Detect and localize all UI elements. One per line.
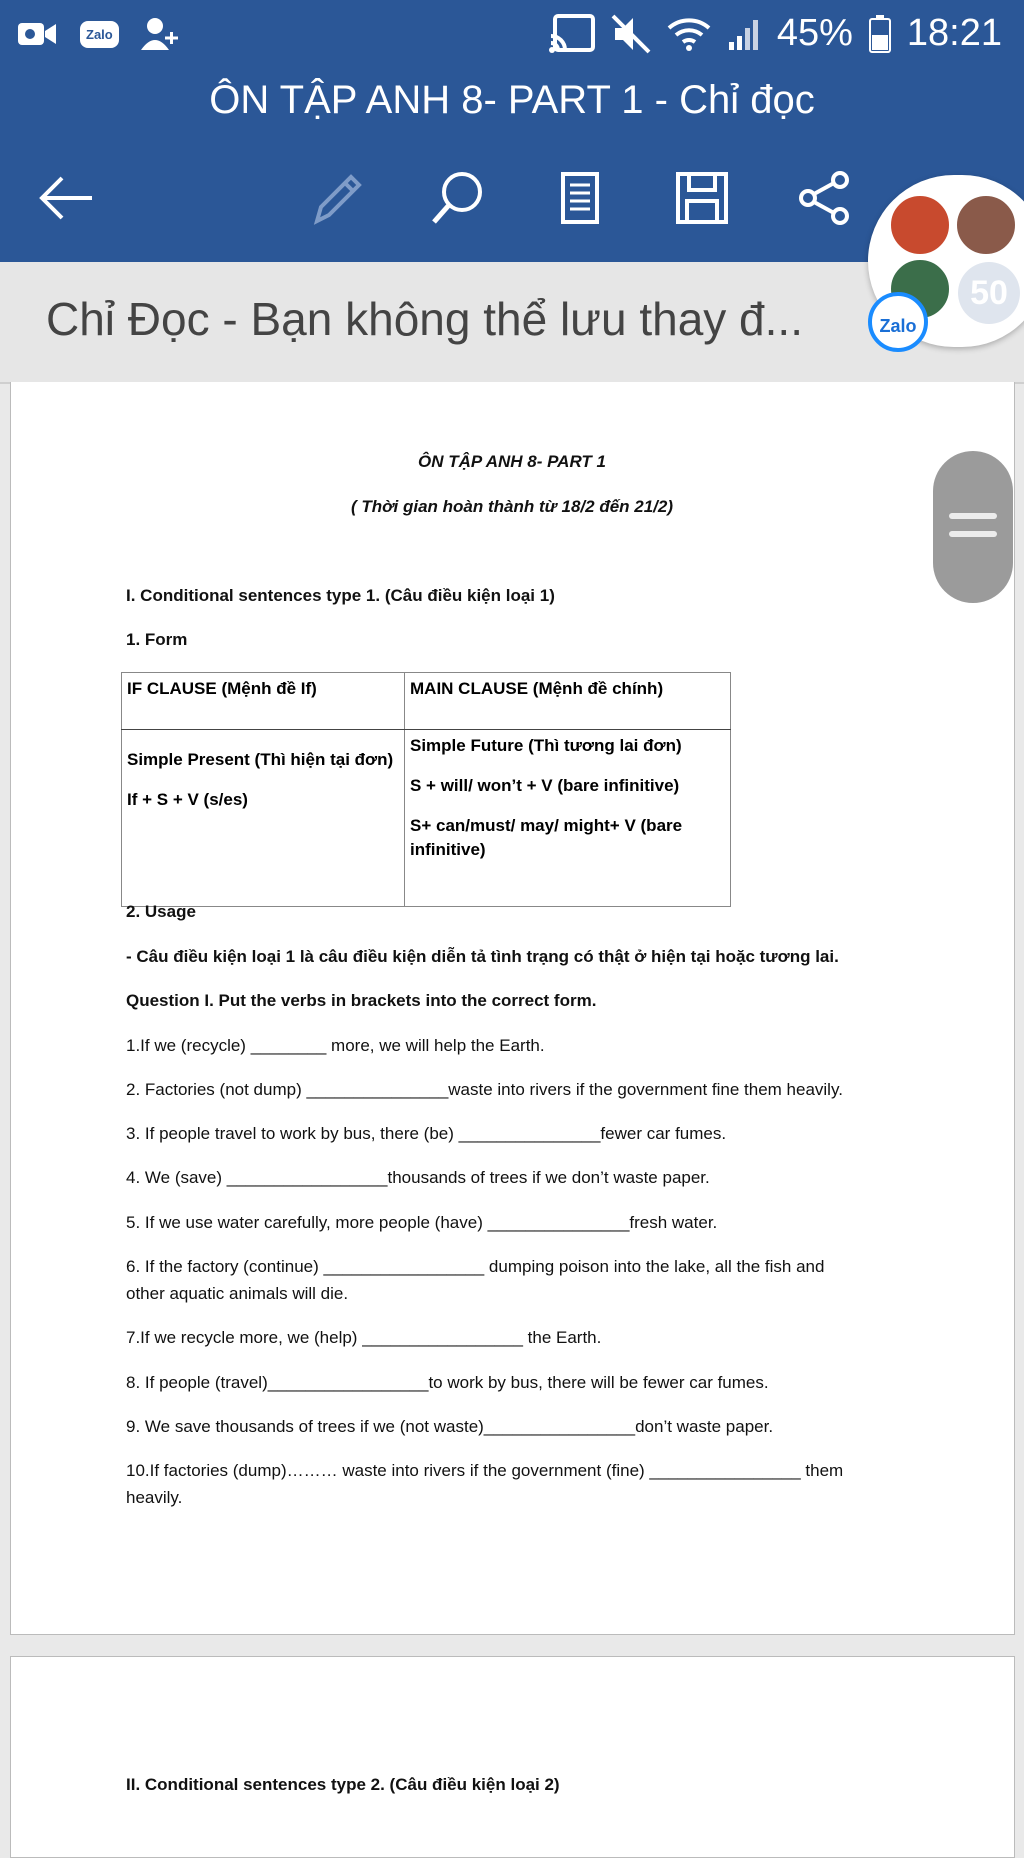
question-item: 2. Factories (not dump) _______________waste into rivers if the government fine them heavily. [126, 1080, 843, 1099]
question-item: 10.If factories (dump)……… waste into rivers if the government (fine) ________________ them [126, 1461, 844, 1480]
table-text: Simple Future (Thì tương lai đơn) [410, 736, 682, 755]
question-item: 6. If the factory (continue) _________________ dumping poison into the lake, all the fish and [126, 1257, 825, 1276]
save-button[interactable] [672, 168, 732, 228]
mute-icon [611, 14, 651, 54]
table-text: If + S + V (s/es) [127, 790, 248, 809]
question-item: 8. If people (travel)_________________to work by bus, there will be fewer car fumes. [126, 1373, 769, 1392]
share-icon [796, 170, 852, 226]
read-only-message: Chỉ Đọc - Bạn không thể lưu thay đ... [46, 293, 803, 345]
question-item: heavily. [126, 1488, 183, 1507]
doc-title: ÔN TẬP ANH 8- PART 1 [418, 452, 606, 471]
table-cell [405, 730, 731, 907]
edit-button[interactable] [306, 168, 366, 228]
unread-count-badge: 50 [958, 262, 1020, 324]
question-item: other aquatic animals will die. [126, 1284, 349, 1303]
question-item: 9. We save thousands of trees if we (not waste)________________don’t waste paper. [126, 1417, 774, 1436]
reading-view-button[interactable] [550, 168, 610, 228]
search-icon [430, 170, 486, 226]
document-title: ÔN TẬP ANH 8- PART 1 - Chỉ đọc [0, 72, 1024, 132]
status-bar [0, 0, 1024, 72]
table-cell [405, 673, 731, 730]
table-text: S+ can/must/ may/ might+ V (bare [410, 816, 683, 835]
question-item: 5. If we use water carefully, more people (have) _______________fresh water. [126, 1213, 718, 1232]
table-text: S + will/ won’t + V (bare infinitive) [410, 776, 680, 795]
signal-icon [727, 16, 761, 52]
back-arrow-icon [38, 176, 94, 220]
search-button[interactable] [428, 168, 488, 228]
table-text: infinitive) [410, 840, 486, 859]
document-view-icon [560, 171, 600, 225]
question-heading: Question I. Put the verbs in brackets into the correct form. [126, 991, 597, 1010]
section-heading: II. Conditional sentences type 2. (Câu điều kiện loại 2) [126, 1775, 560, 1794]
pencil-icon [309, 171, 363, 225]
zalo-logo-icon: Zalo [868, 292, 928, 352]
save-icon [675, 171, 729, 225]
wifi-icon [667, 16, 711, 52]
form-table [121, 672, 731, 907]
avatar [954, 193, 1018, 257]
share-button[interactable] [794, 168, 854, 228]
avatar [888, 193, 952, 257]
zalo-notification-icon: Zalo [80, 21, 119, 48]
question-item: 7.If we recycle more, we (help) _________________ the Earth. [126, 1328, 602, 1347]
scroll-thumb[interactable] [933, 451, 1013, 603]
table-row [122, 730, 731, 907]
form-heading: 1. Form [126, 630, 188, 649]
document-page [10, 1656, 1015, 1858]
grip-line [949, 531, 997, 537]
doc-subtitle: ( Thời gian hoàn thành từ 18/2 đến 21/2) [350, 497, 674, 516]
table-cell [122, 673, 405, 730]
usage-text: - Câu điều kiện loại 1 là câu điều kiện diễn tả tình trạng có thật ở hiện tại hoặc tương lai. [126, 947, 839, 966]
add-contact-icon [141, 16, 181, 52]
table-cell [122, 730, 405, 907]
video-call-icon [18, 19, 58, 49]
main-clause-header: MAIN CLAUSE (Mệnh đề chính) [410, 679, 664, 698]
usage-heading: 2. Usage [126, 902, 196, 921]
battery-icon [869, 15, 891, 53]
question-item: 1.If we (recycle) ________ more, we will help the Earth. [126, 1036, 545, 1055]
section-heading: I. Conditional sentences type 1. (Câu điều kiện loại 1) [126, 586, 555, 605]
clock: 18:21 [906, 12, 1002, 54]
if-clause-header: IF CLAUSE (Mệnh đề If) [127, 679, 317, 698]
question-item: 3. If people travel to work by bus, there (be) _______________fewer car fumes. [126, 1124, 727, 1143]
battery-percentage: 45% [776, 12, 853, 54]
table-header-row [122, 673, 731, 730]
grip-line [949, 513, 997, 519]
cast-icon [549, 14, 595, 54]
table-text: Simple Present (Thì hiện tại đơn) [127, 750, 394, 769]
back-button[interactable] [36, 168, 96, 228]
question-item: 4. We (save) _________________thousands of trees if we don’t waste paper. [126, 1168, 710, 1187]
